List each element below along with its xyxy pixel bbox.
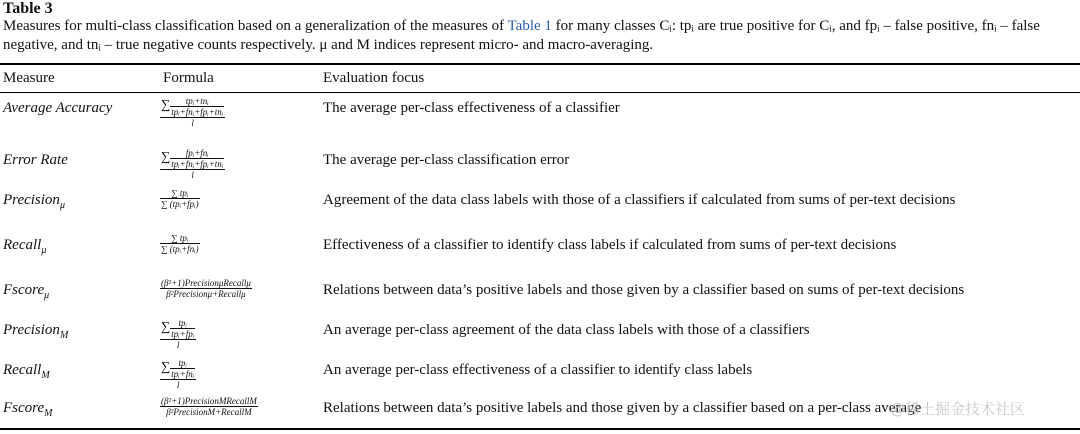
header-formula: Formula xyxy=(163,70,214,86)
measure-name: Recall xyxy=(3,237,42,253)
caption-pre: Measures for multi-class classification based on a generalization of the measures of xyxy=(3,18,508,34)
formula-cell xyxy=(160,148,225,180)
header-rule xyxy=(0,92,1080,93)
measure-cell xyxy=(3,152,68,169)
formula-outer-fraction: ∑ $\frac{\text{fpᵢ+fnᵢ}}{\text{tpᵢ+fnᵢ+fpᵢ+tnᵢ}}$ l xyxy=(161,148,224,180)
measure-cell xyxy=(3,362,50,381)
bottom-rule xyxy=(0,428,1080,430)
formula-outer-fraction: ∑ $\frac{\text{tpᵢ+tnᵢ}}{\text{tpᵢ+fnᵢ+fpᵢ+tnᵢ}}$ l xyxy=(161,96,224,128)
measure-name: Precision xyxy=(3,322,60,338)
measure-subscript: μ xyxy=(59,200,65,211)
sum-icon: ∑ xyxy=(161,96,171,112)
table-title: Table 3 xyxy=(3,0,53,17)
formula-denominator: β²Precisionμ+Recallμ xyxy=(166,289,246,299)
measure-name: Error Rate xyxy=(3,152,68,168)
focus-cell: The average per-class classification error xyxy=(323,152,570,168)
formula-fraction xyxy=(170,358,195,379)
formula-cell xyxy=(160,358,196,390)
focus-cell: Relations between data’s positive labels and those given by a classifier based on sums of per-text decisions xyxy=(323,282,965,298)
focus-cell: Effectiveness of a classifier to identify class labels if calculated from sums of per-text decisions xyxy=(323,237,897,253)
formula-numerator: ∑ tpᵢ xyxy=(160,188,200,199)
formula-denominator: tpᵢ+fnᵢ+fpᵢ+tnᵢ xyxy=(171,159,224,169)
formula-denominator: β²PrecisionM+RecallM xyxy=(166,407,252,417)
measure-cell xyxy=(3,322,68,341)
formula-denominator: ∑ (tpᵢ+fnᵢ) xyxy=(161,244,199,254)
measure-subscript: μ xyxy=(44,290,50,301)
focus-cell: An average per-class agreement of the data class labels with those of a classifiers xyxy=(323,322,810,338)
formula-cell xyxy=(160,278,252,299)
measure-name: Precision xyxy=(3,192,60,208)
formula-cell xyxy=(160,233,200,254)
focus-cell: The average per-class effectiveness of a classifier xyxy=(323,100,620,116)
formula-denominator: tpᵢ+fnᵢ+fpᵢ+tnᵢ xyxy=(171,107,224,117)
formula-fraction xyxy=(170,318,195,339)
formula-numerator: ∑ tpᵢ xyxy=(160,233,200,244)
formula-outer-fraction: ∑ $\frac{\text{tpᵢ}}{\text{tpᵢ+fnᵢ}}$ l xyxy=(161,358,195,390)
top-rule xyxy=(0,63,1080,65)
formula-cell xyxy=(160,396,258,417)
measure-cell xyxy=(3,282,49,301)
measure-cell xyxy=(3,237,46,256)
header-focus: Evaluation focus xyxy=(323,70,425,86)
formula-numerator: (β²+1)PrecisionMRecallM xyxy=(161,396,257,406)
measure-cell xyxy=(3,100,112,117)
measure-name: Fscore xyxy=(3,282,45,298)
formula-denominator: tpᵢ+fnᵢ xyxy=(171,369,195,379)
formula-numerator: (β²+1)PrecisionμRecallμ xyxy=(161,278,251,288)
sum-icon: ∑ xyxy=(161,318,171,334)
formula-outer-fraction: ∑ $\frac{\text{tpᵢ}}{\text{tpᵢ+fpᵢ}}$ l xyxy=(161,318,195,350)
focus-cell: Agreement of the data class labels with those of a classifiers if calculated from sums of per-text decisions xyxy=(323,192,956,208)
measure-cell xyxy=(3,192,65,211)
formula-fraction xyxy=(160,278,252,299)
formula-denominator: tpᵢ+fpᵢ xyxy=(171,329,195,339)
formula-fraction xyxy=(160,233,200,254)
sum-icon: ∑ xyxy=(161,148,171,164)
formula-fraction xyxy=(170,148,224,169)
measure-subscript: M xyxy=(59,330,69,341)
formula-numerator: tpᵢ xyxy=(170,358,195,369)
formula-fraction xyxy=(160,396,258,417)
formula-cell xyxy=(160,188,200,209)
formula-denominator: ∑ (tpᵢ+fpᵢ) xyxy=(161,199,199,209)
formula-fraction xyxy=(160,188,200,209)
measure-subscript: M xyxy=(44,408,53,419)
formula-cell xyxy=(160,318,196,350)
formula-cell xyxy=(160,96,225,128)
caption-post: for many classes Cᵢ: tpᵢ are true positive for Cᵢ, and fpᵢ – false positive, fnᵢ – false negative, and tnᵢ – true negative counts respectively. μ and M indices represent micro- and macro-averaging. xyxy=(3,18,1040,53)
measure-name: Recall xyxy=(3,362,42,378)
table-1-link[interactable]: Table 1 xyxy=(507,18,552,34)
measure-subscript: M xyxy=(41,370,50,381)
sum-icon: ∑ xyxy=(161,358,171,374)
watermark: @稀土掘金技术社区 xyxy=(890,400,1026,418)
measure-cell xyxy=(3,400,52,419)
measure-subscript: μ xyxy=(41,245,47,256)
measure-name: Fscore xyxy=(3,400,45,416)
formula-numerator: fpᵢ+fnᵢ xyxy=(170,148,224,159)
table-caption xyxy=(3,17,1077,55)
measure-name: Average Accuracy xyxy=(3,100,113,116)
formula-fraction xyxy=(170,96,224,117)
header-measure: Measure xyxy=(3,70,55,86)
formula-numerator: tpᵢ+tnᵢ xyxy=(170,96,224,107)
focus-cell: An average per-class effectiveness of a classifier to identify class labels xyxy=(323,362,753,378)
focus-cell: Relations between data’s positive labels and those given by a classifier based on a per-class average xyxy=(323,400,922,416)
formula-numerator: tpᵢ xyxy=(170,318,195,329)
